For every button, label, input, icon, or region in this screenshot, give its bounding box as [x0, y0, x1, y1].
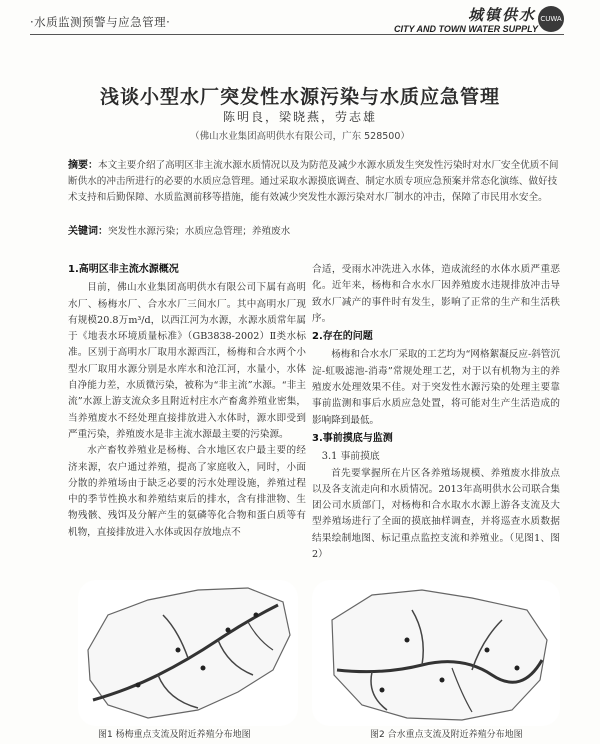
yangmei-map-image [78, 580, 298, 726]
paper-affiliation: （佛山水业集团高明供水有限公司，广东 528500） [190, 131, 410, 142]
paper-authors: 陈明良，梁晓燕，劳志雄 [222, 110, 377, 124]
keywords-label: 关键词： [68, 226, 108, 237]
map-boundary [88, 588, 290, 718]
map-boundary [332, 590, 547, 720]
section-1-paragraph-1: 目前，佛山水业集团高明供水有限公司下属有高明水厂、杨梅水厂、合水水厂三间水厂。其中高明水厂现有规模20.8万m³/d，以西江河为水源，水源水质常年属于《地表水环境质量标准》（GB3838-2002）Ⅱ类水标准。区别于高明水厂取用水源西江，杨梅和合水两个小型水厂取用水源分别是水库水和沧江河，水量小，水体自净能力差，水质微污染，被称为“非主流”水源。“非主流”水源上游支流众多且附近村庄水产畜禽养殖业密集，当养殖废水不经处理直接排放进入水体时，源水即受到严重污染，养殖废水是非主流水源最主要的污染源。 [68, 282, 306, 440]
farm-marker [201, 666, 206, 671]
section-2-paragraph-1: 杨梅和合水水厂采取的工艺均为“网格絮凝反应-斜管沉淀-虹吸滤池-消毒”常规处理工艺，对于以有机物为主的养殖废水处理效果不佳。对于突发性水源污染的处理主要靠事前监测和事后水质应急处置，将可能对生产生活造成的影响降到最低。 [312, 349, 560, 426]
right-column [312, 262, 560, 563]
paper-title: 浅谈小型水厂突发性水源污染与水质应急管理 [99, 86, 500, 108]
abstract [68, 158, 564, 206]
cuwa-badge-icon: CUWA [538, 6, 564, 32]
farm-marker [440, 678, 445, 683]
farm-marker [254, 613, 259, 618]
figure-1-caption: 图1 杨梅重点支流及附近养殖分布地图 [98, 730, 251, 740]
abstract-text: 本文主要介绍了高明区非主流水源水质情况以及为防范及减少水源水质发生突发性污染时对水厂安全优质不间断供水的冲击所进行的必要的水质应急管理。通过采取水源摸底调查、制定水质专项应急预案并常态化演练、做好技术支持和后勤保障、水质监测前移等措施，能有效减少突发性水源污染对水厂制水的冲击，保障了市民用水安全。 [68, 160, 559, 203]
section-1-continuation: 合适，受雨水冲洗进入水体，造成流经的水体水质严重恶化。近年来，杨梅和合水水厂因养殖废水违规排放冲击导致水厂减产的事件时有发生，影响了正常的生产和生活秩序。 [312, 264, 560, 324]
subsection-3-1-heading: 3.1 事前摸底 [321, 451, 380, 463]
farm-marker [515, 666, 520, 671]
farm-marker [380, 688, 385, 693]
section-2-heading: 2.存在的问题 [312, 331, 373, 343]
farm-marker [136, 683, 141, 688]
keywords [68, 222, 564, 237]
journal-logo: 城镇供水 [467, 6, 536, 24]
heshui-map-image [312, 580, 560, 726]
section-3-heading: 3.事前摸底与监测 [312, 432, 393, 444]
farm-marker [485, 648, 490, 653]
figure-1-map [78, 580, 298, 726]
abstract-label: 摘要： [68, 160, 98, 171]
journal-section: ·水质监测预警与应急管理· [30, 15, 171, 29]
header-divider [30, 34, 564, 35]
section-1-heading: 1.高明区非主流水源概况 [68, 264, 179, 275]
farm-marker [405, 638, 410, 643]
subsection-3-1-paragraph: 首先要掌握所在片区各养殖场规模、养殖废水排放点以及各支流走向和水质情况。2013年高明供水公司联合集团公司水质部门，对杨梅和合水取水水源上游各支流及大型养殖场进行了全面的摸底抽样调查，并将巡查水质数据结果绘制地图、标记重点监控支流和养殖业。（见图1、图2） [312, 467, 560, 561]
farm-marker [176, 648, 181, 653]
journal-subtitle: CITY AND TOWN WATER SUPPLY [393, 24, 538, 34]
figure-2-caption: 图2 合水重点支流及附近养殖分布地图 [370, 730, 523, 740]
section-1-paragraph-2: 水产畜牧养殖业是杨梅、合水地区农户最主要的经济来源，农户通过养殖，提高了家庭收入，同时，小面分散的养殖场由于缺乏必要的污水处理设施，养殖过程中的季节性换水和养殖结束后的排水，含有排泄物、生物残骸、残饵及分解产生的氨磷等化合物和蛋白质等有机物，直接排放进入水体或因存放地点不 [68, 445, 306, 538]
keywords-text: 突发性水源污染；水质应急管理；养殖废水 [108, 226, 291, 237]
figure-2-map [312, 580, 560, 726]
left-column [68, 262, 306, 541]
farm-marker [226, 628, 231, 633]
